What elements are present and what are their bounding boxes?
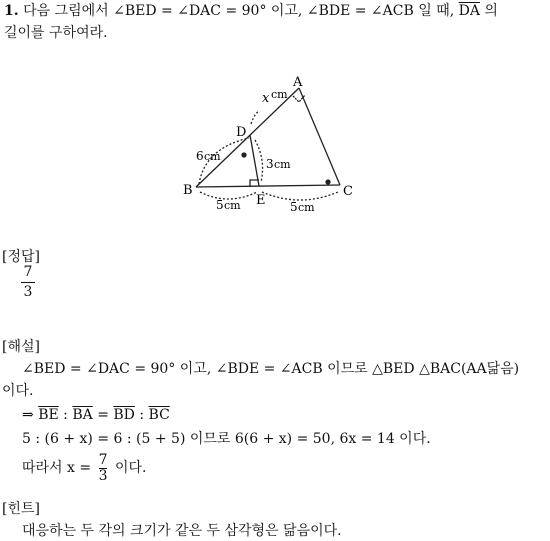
unit-EC: cm xyxy=(298,201,315,214)
arc-DA xyxy=(251,112,260,124)
hint-text: 대응하는 두 각의 크기가 같은 두 삼각형은 닮음이다. xyxy=(22,523,342,539)
label-x: x xyxy=(262,91,270,106)
label-A: A xyxy=(293,75,303,90)
problem-number: 1. xyxy=(4,3,19,19)
len-BD: 6 xyxy=(196,149,204,163)
len-EC: 5 xyxy=(290,200,298,214)
ratio-BA: $\overline{BA}$ xyxy=(72,407,93,423)
answer-denominator: 3 xyxy=(23,284,33,300)
angle-mark-D xyxy=(242,153,246,157)
len-DE: 3 xyxy=(266,157,274,171)
unit-DE: cm xyxy=(274,158,291,171)
problem-line-2: 길이를 구하여라. xyxy=(4,25,108,41)
len-BE: 5 xyxy=(216,198,224,212)
label-D: D xyxy=(236,125,247,140)
unit-BE: cm xyxy=(224,199,241,212)
conclusion-prefix: 따라서 x = xyxy=(22,460,92,476)
conclusion-denominator: 3 xyxy=(98,467,108,484)
conclusion-fraction xyxy=(99,453,108,484)
arc-EC xyxy=(262,192,338,200)
fraction-bar xyxy=(21,282,35,283)
answer-numerator: 7 xyxy=(23,264,33,280)
ratio-BC: $\overline{BC}$ xyxy=(148,407,170,423)
angle-mark-C xyxy=(326,180,330,184)
label-E: E xyxy=(256,193,266,208)
problem-text-1-end: 의 xyxy=(484,3,498,19)
implies-arrow: ⇒ xyxy=(22,407,34,423)
unit-BD: cm xyxy=(204,150,221,163)
explanation-line-4: 5 : (6 + x) = 6 : (5 + 5) 이므로 6(6 + x) = 50, 6x = 14 이다. xyxy=(22,431,431,447)
segment-DE xyxy=(250,135,259,186)
segment-AC xyxy=(299,88,340,185)
hint-header: [힌트] xyxy=(2,501,40,517)
label-C: C xyxy=(343,184,353,199)
answer-header: [정답] xyxy=(2,249,40,265)
explanation-line-2: 이다. xyxy=(2,383,34,399)
explanation-header: [해설] xyxy=(2,339,40,355)
explanation-ratio-line: ⇒ $\overline{BE}$ : $\overline{BA} = \overline{BD}$ : $\overline{BC}$ xyxy=(22,407,170,423)
unit-x: cm xyxy=(271,88,288,101)
segment-BA xyxy=(196,88,299,187)
conclusion-suffix: 이다. xyxy=(114,460,147,476)
ratio-BD: $\overline{BD}$ xyxy=(113,407,135,423)
arc-BE xyxy=(200,192,257,199)
answer-fraction xyxy=(21,264,35,300)
explanation-line-1: ∠BED = ∠DAC = 90° 이고, ∠BDE = ∠ACB 이므로 △BED △BAC(AA닮음) xyxy=(22,361,520,377)
ratio-BE: $\overline{BE}$ xyxy=(38,407,59,423)
segment-BC xyxy=(196,185,340,187)
explanation-line-5 xyxy=(22,452,146,484)
label-B: B xyxy=(183,183,193,198)
target-segment: $\overline{DA}$ xyxy=(458,3,480,19)
problem-text-1: 다음 그림에서 ∠BED = ∠DAC = 90° 이고, ∠BDE = ∠ACB 일 때, xyxy=(23,3,455,19)
arc-DE xyxy=(255,140,263,182)
conclusion-numerator: 7 xyxy=(98,451,108,468)
